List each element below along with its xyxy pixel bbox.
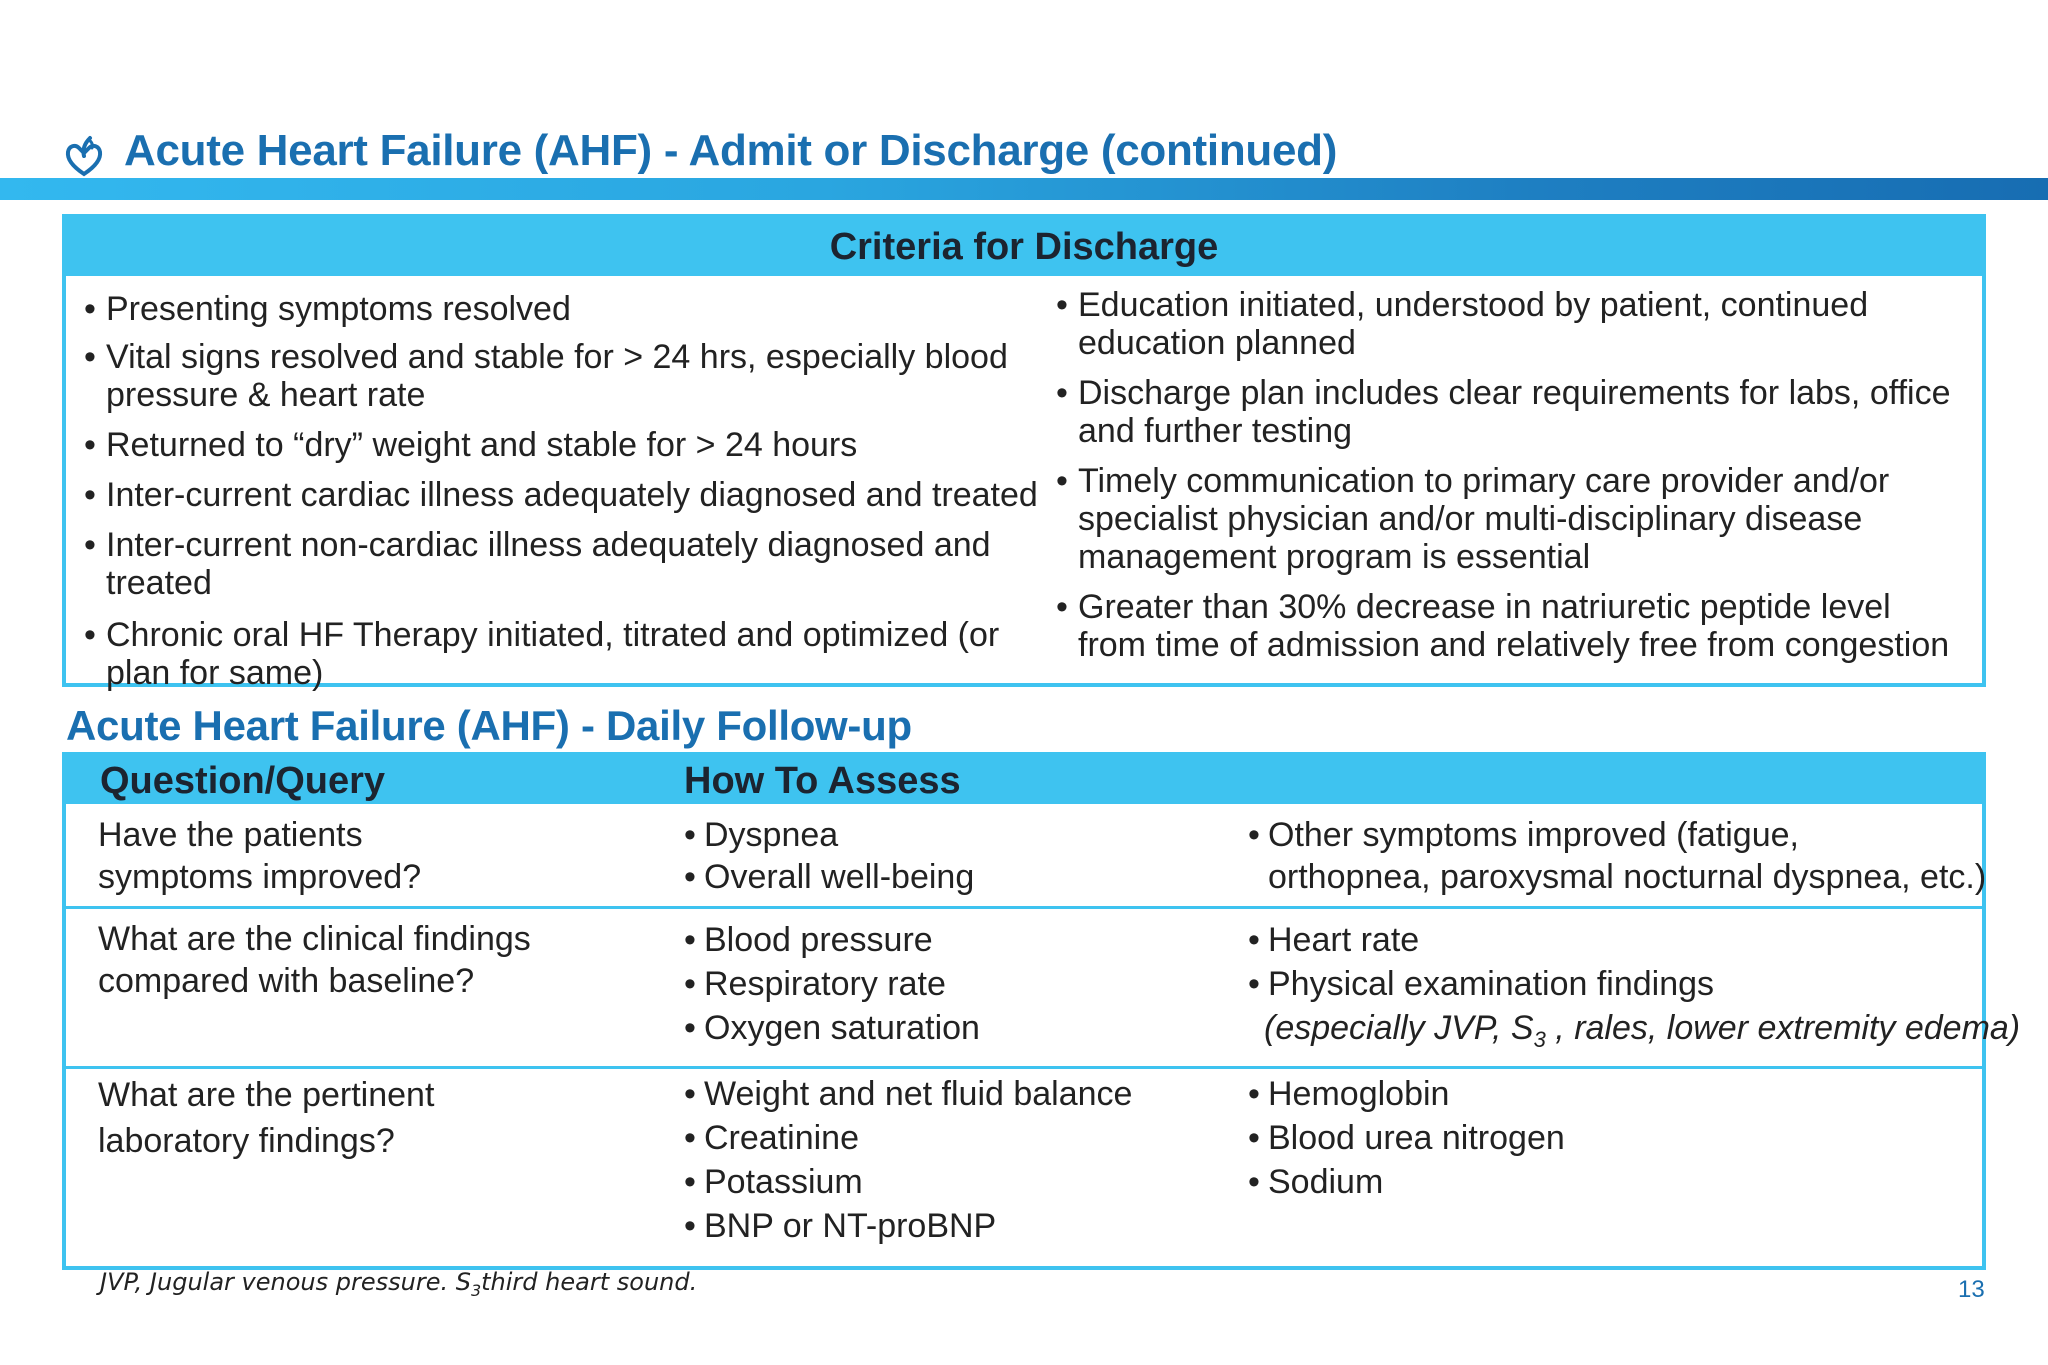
table-row-assess-b: • Other symptoms improved (fatigue, orthopnea, paroxysmal nocturnal dyspnea, etc.) [1248, 814, 1986, 898]
column-header-question: Question/Query [100, 760, 386, 802]
criteria-item: • Inter-current cardiac illness adequately diagnosed and treated [84, 476, 1044, 514]
criteria-item: • Chronic oral HF Therapy initiated, titrated and optimized (or plan for same) [84, 616, 1044, 692]
page-title: Acute Heart Failure (AHF) - Admit or Discharge (continued) [124, 126, 1338, 175]
table-row-assess-a: • Blood pressure • Respiratory rate • Oxygen saturation [684, 918, 980, 1050]
table-row-question: What are the clinical findings compared with baseline? [98, 920, 531, 1000]
table-row-assess-b: • Heart rate • Physical examination findings (especially JVP, $S_3$ , rales, lower extremity edema) [1248, 918, 2020, 1062]
row-divider [66, 906, 1982, 909]
criteria-item: • Greater than 30% decrease in natriuretic peptide level from time of admission and relatively free from congestion [1056, 588, 1966, 664]
table-row-assess-a: • Dyspnea • Overall well-being [684, 814, 974, 898]
table-row-assess-a: • Weight and net fluid balance • Creatinine • Potassium • BNP or NT-proBNP [684, 1072, 1132, 1248]
discharge-criteria-header [66, 218, 1982, 276]
header-bar [0, 178, 2048, 200]
footnote: JVP, Jugular venous pressure. $S_3third$ heart sound. [100, 1268, 698, 1300]
table-row-assess-b: • Hemoglobin • Blood urea nitrogen • Sodium [1248, 1072, 1565, 1204]
discharge-criteria-left [84, 290, 1044, 704]
section-title: Acute Heart Failure (AHF) - Daily Follow-up [66, 702, 912, 749]
criteria-item: • Returned to “dry” weight and stable for > 24 hours [84, 426, 1044, 464]
discharge-criteria-right [1056, 286, 1966, 676]
criteria-item: • Inter-current non-cardiac illness adequately diagnosed and treated [84, 526, 1044, 602]
page-number: 13 [1958, 1276, 1985, 1303]
criteria-item: • Discharge plan includes clear requirements for labs, office and further testing [1056, 374, 1966, 450]
row-divider [66, 1066, 1982, 1069]
criteria-item: • Vital signs resolved and stable for > 24 hrs, especially blood pressure & heart rate [84, 338, 1044, 414]
discharge-criteria-heading: Criteria for Discharge [829, 225, 1219, 268]
criteria-item: • Timely communication to primary care provider and/or specialist physician and/or multi-disciplinary disease management program is essential [1056, 462, 1966, 576]
column-header-assess: How To Assess [684, 760, 961, 802]
table-row-question: Have the patients symptoms improved? [98, 816, 422, 896]
criteria-item: • Presenting symptoms resolved [84, 290, 1044, 328]
criteria-item: • Education initiated, understood by patient, continued education planned [1056, 286, 1966, 362]
heart-hand-icon [62, 134, 106, 178]
exam-note: (especially JVP, $S_3$ , rales, lower extremity edema) [1264, 1009, 2021, 1052]
table-row-question: What are the pertinent laboratory findings? [98, 1076, 435, 1160]
